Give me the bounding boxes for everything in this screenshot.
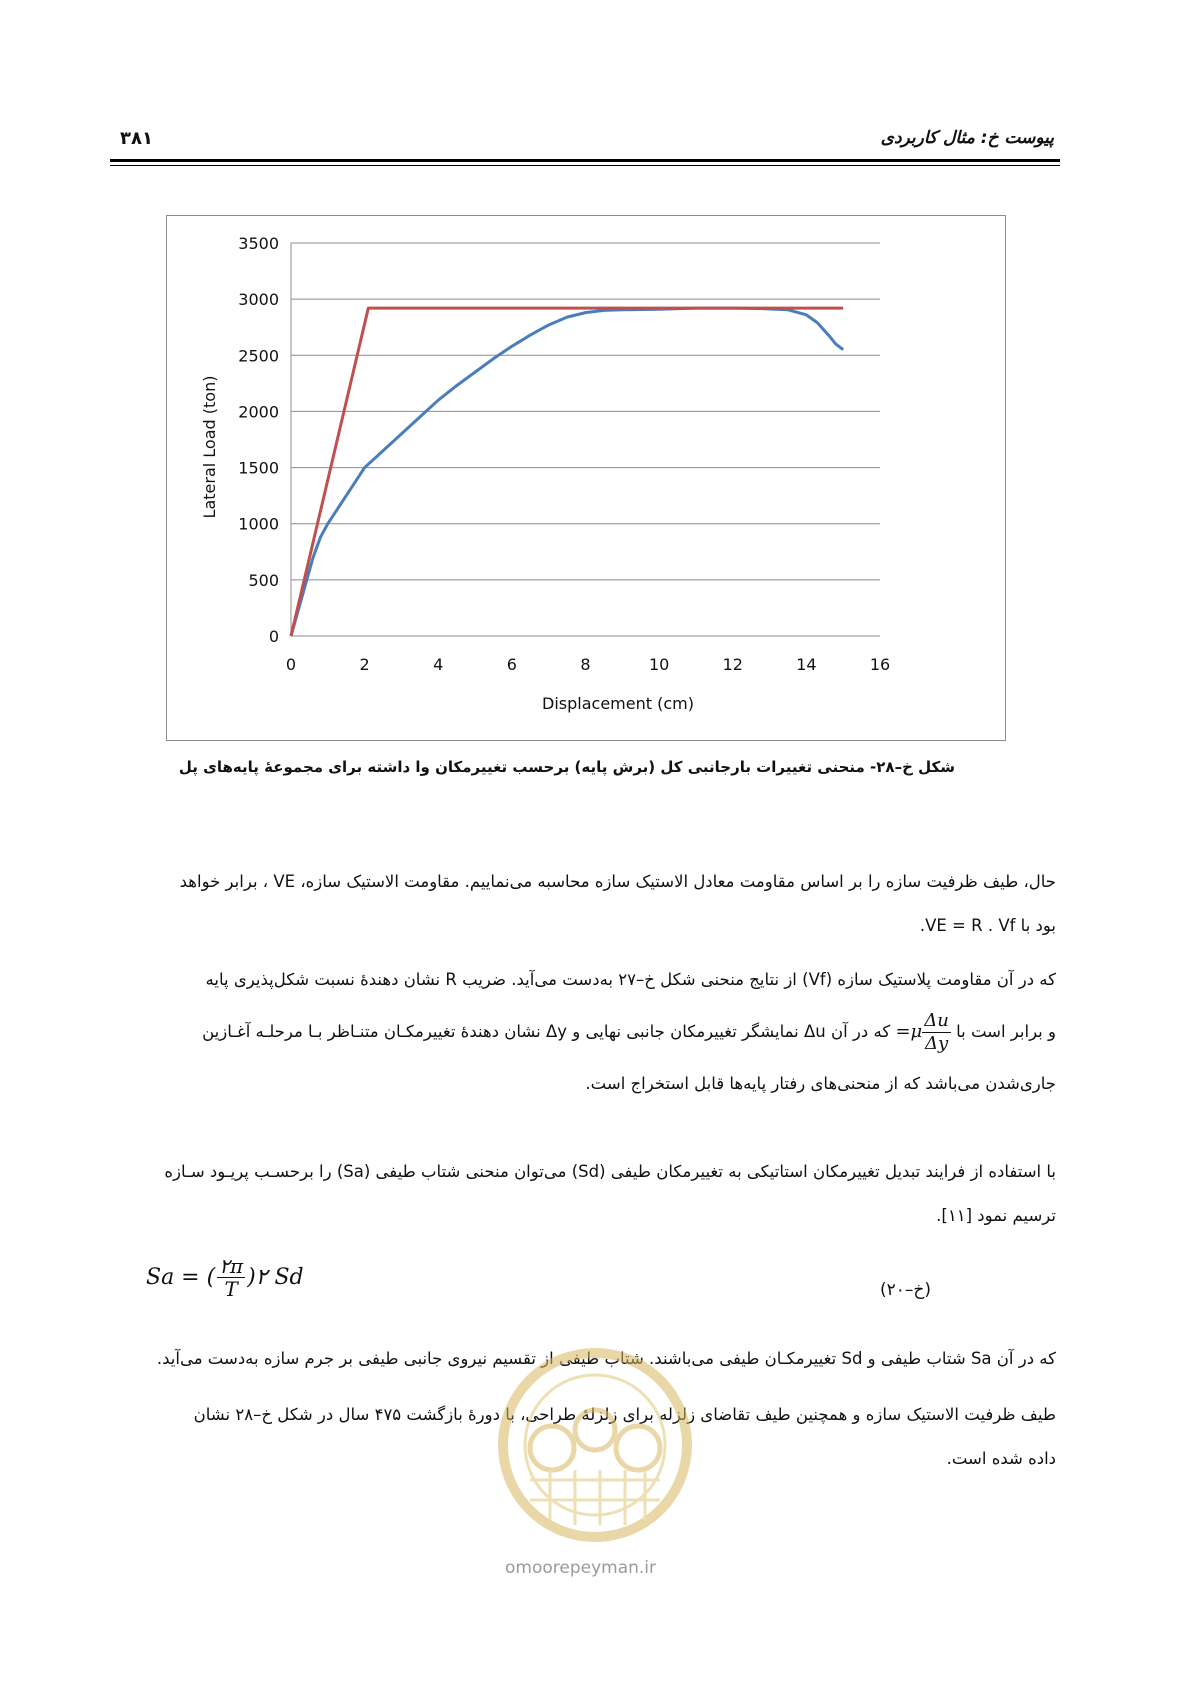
- chart-series: [291, 308, 843, 636]
- x-tick-labels: [286, 655, 890, 674]
- paragraph-line: داده شده است.: [946, 1449, 1056, 1468]
- header-rule-thin: [110, 165, 1060, 166]
- chart-grid: [291, 243, 880, 636]
- equation-number: (خ–۲۰): [880, 1280, 932, 1300]
- paragraph-line: جاری‌شدن می‌باشد که از منحنی‌های رفتار پایه‌ها قابل استخراج است.: [585, 1074, 1056, 1093]
- watermark-text: omoorepeyman.ir: [505, 1558, 657, 1578]
- x-tick-label: 6: [506, 655, 517, 674]
- x-tick-label: 4: [433, 655, 444, 674]
- paragraph-line: که در آن Sa شتاب طیفی و Sd تغییرمکـان طیفی می‌باشند. شتاب طیفی از تقسیم نیروی جانبی طیفی بر جرم سازه به‌دست می‌آید.: [156, 1349, 1056, 1368]
- y-tick-label: 3000: [238, 290, 279, 310]
- paragraph-3: [115, 1150, 1056, 1238]
- y-tick-label: 500: [248, 570, 279, 590]
- paragraph-line: طیف ظرفیت الاستیک سازه و همچنین طیف تقاضای زلزله برای زلزلۀ طراحی، با دورۀ بازگشت ۴۷۵ سال در شکل خ–۲۸ نشان: [193, 1405, 1056, 1424]
- y-tick-label: 1000: [238, 514, 279, 534]
- equation-fraction: [217, 1255, 245, 1300]
- y-axis-label: Lateral Load (ton): [200, 375, 219, 519]
- x-axis-label: Displacement (cm): [542, 694, 694, 713]
- x-tick-label: 12: [722, 655, 743, 674]
- paragraph-1: [115, 860, 1056, 948]
- figure-caption: شکل خ–۲۸- منحنی تغییرات بارجانبی کل (برش پایه) برحسب تغییرمکان وا داشته برای مجموعۀ پایه‌های پل: [178, 758, 955, 776]
- paragraph-line: که در آن مقاومت پلاستیک سازه (Vf) از نتایج منحنی شکل خ–۲۷ به‌دست می‌آید. ضریب R نشان دهندۀ نسبت شکل‌پذیری پایه: [205, 970, 1056, 989]
- paragraph-line: ترسیم نمود [۱۱].: [936, 1206, 1056, 1225]
- x-tick-label: 0: [285, 655, 297, 674]
- y-tick-label: 1500: [238, 458, 279, 478]
- x-tick-label: 8: [580, 655, 591, 674]
- equation: [146, 1255, 304, 1300]
- mu-numerator: Δu: [924, 1010, 949, 1031]
- paragraph-line: [115, 1002, 1056, 1062]
- page-number: ۳۸۱: [120, 128, 153, 149]
- paragraph-line: حال، طیف ظرفیت سازه را بر اساس مقاومت معادل الاستیک سازه محاسبه می‌نماییم. مقاومت الاستیک سازه، VE ، برابر خواهد: [179, 872, 1056, 891]
- equation-lhs: Sa = (: [146, 1265, 216, 1290]
- capacity-curve-line: [291, 308, 843, 636]
- mu-denominator: Δy: [924, 1033, 949, 1054]
- paragraph-line: بود با VE = R . Vf.: [919, 916, 1056, 935]
- y-tick-label: 2000: [238, 402, 279, 422]
- x-tick-label: 14: [796, 655, 817, 674]
- running-header-title: پیوست خ: مثال کاربردی: [880, 128, 1054, 148]
- paragraph-2: [115, 958, 1056, 1106]
- x-tick-label: 10: [648, 655, 670, 674]
- equation-denominator: T: [224, 1277, 238, 1301]
- y-tick-labels: [238, 234, 279, 646]
- pushover-chart: [167, 216, 1005, 740]
- text-segment: و برابر است با: [956, 1022, 1056, 1041]
- y-tick-label: 3500: [238, 234, 279, 253]
- mu-formula: [922, 1010, 951, 1055]
- y-tick-label: 0: [268, 627, 279, 646]
- chart-frame: [166, 215, 1006, 741]
- x-tick-label: 16: [869, 655, 891, 674]
- y-tick-label: 2500: [238, 346, 279, 366]
- watermark-seal-icon: [490, 1340, 700, 1550]
- equation-rhs: )۲ Sd: [247, 1265, 304, 1290]
- x-tick-label: 2: [359, 655, 370, 674]
- equation-numerator: ۲π: [219, 1254, 244, 1278]
- paragraph-line: با استفاده از فرایند تبدیل تغییرمکان استاتیکی به تغییرمکان طیفی (Sd) می‌توان منحنی شتاب طیفی (Sa) را برحسـب پریـود سـازه: [164, 1162, 1056, 1181]
- bilinear-idealized-line: [291, 308, 843, 636]
- text-segment: که در آن Δu نمایشگر تغییرمکان جانبی نهایی و Δy نشان دهندۀ تغییرمکـان متنـاظر بـا مرحلـه آغـازین: [202, 1022, 891, 1041]
- mu-symbol: μ=: [895, 1021, 923, 1042]
- header-rule-thick: [110, 159, 1060, 162]
